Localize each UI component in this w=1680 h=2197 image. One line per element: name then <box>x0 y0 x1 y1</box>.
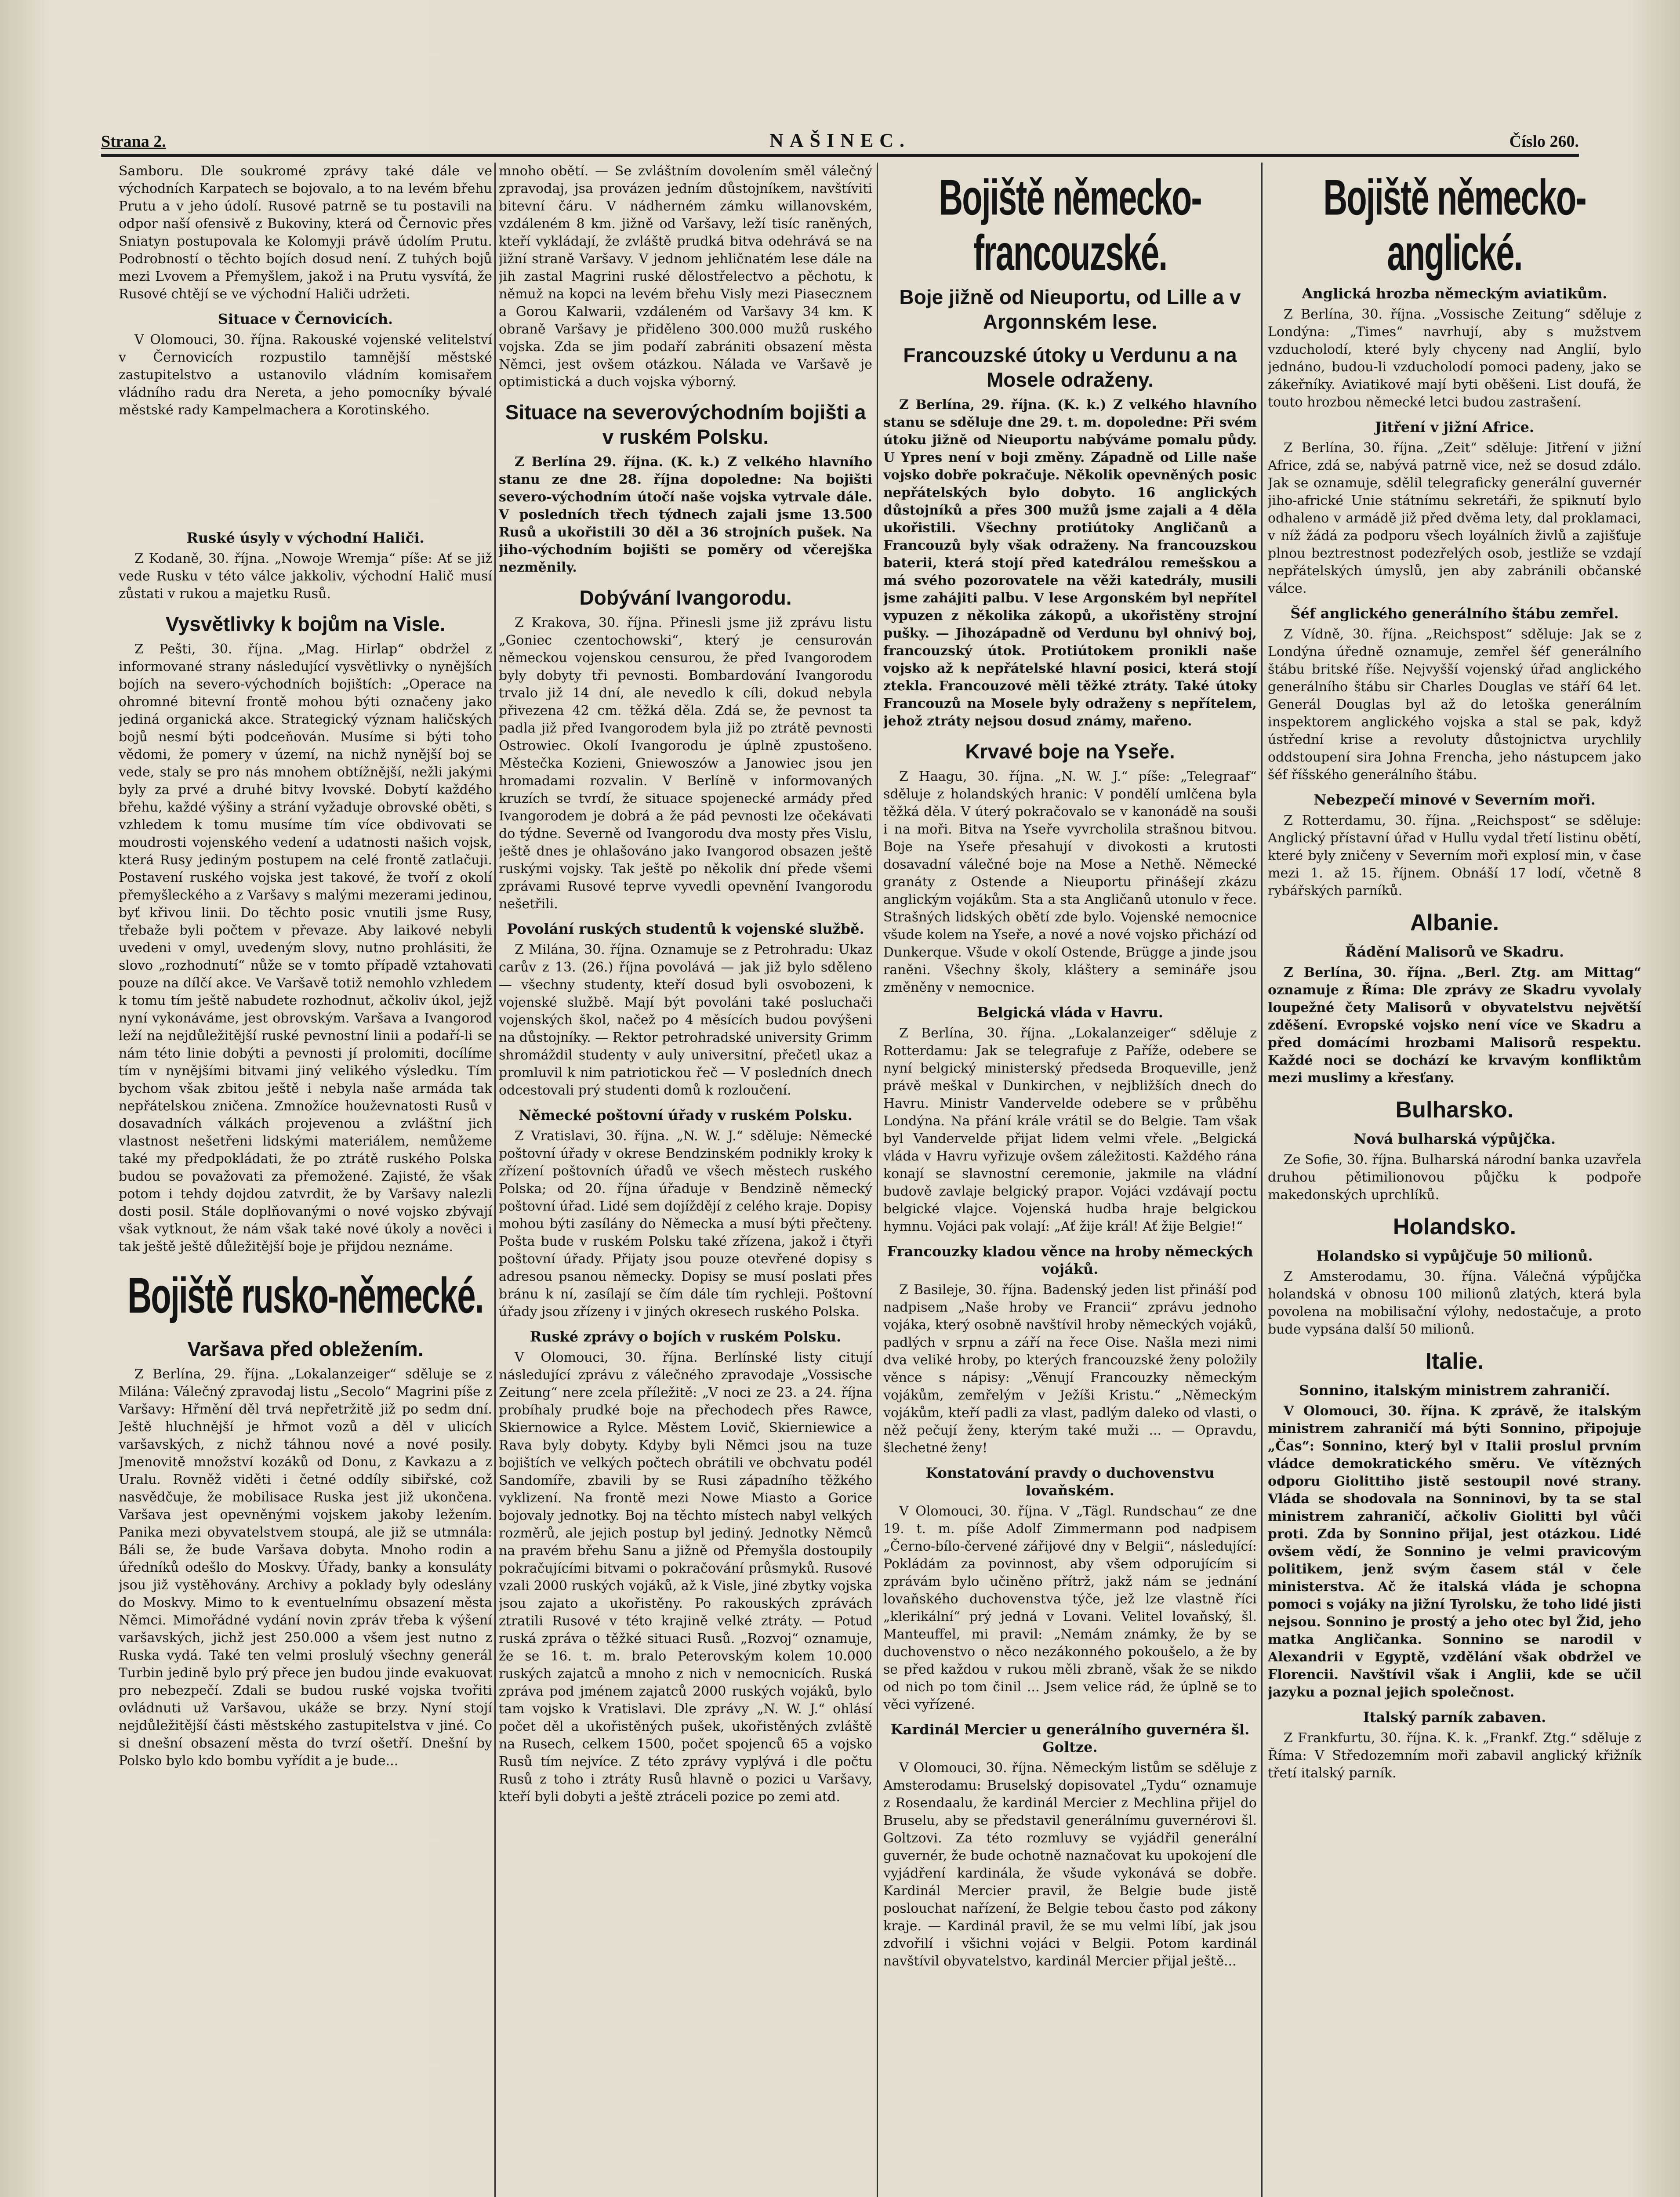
article-heading: Nová bulharská výpůjčka. <box>1353 1131 1556 1147</box>
article-heading: Dobývání Ivangorodu. <box>579 586 792 609</box>
article-paragraph: Z Rotterdamu, 30. října. „Reichspost“ se sděluje: Anglický přístavní úřad v Hullu vydal třetí listinu obětí, které byly zničeny v Severním moři explosí min, v čase mezi 1. až 15. říjnem. Obnáší 17 lodí, včetně 8 rybářských parníků. <box>1268 813 1641 899</box>
spacer <box>119 421 492 522</box>
article-heading: Ruské úsyly v východní Haliči. <box>186 529 425 546</box>
article-paragraph: Z Berlína 29. října. (K. k.) Z velkého hlavního stanu ze dne 28. října dopoledne: Na bojišti severo-východním útočí naše vojska vytrvale dále. V posledních třech týdnech zajali jsme 13.500 Rusů a ukořistili 30 děl a 36 strojních pušek. Na jiho-východním bojišti se poměry od včerejška nezměnily. <box>499 454 872 575</box>
article-heading: Sonnino, italským ministrem zahraničí. <box>1299 1382 1611 1399</box>
section-heading: Italie. <box>1425 1349 1484 1374</box>
header-rule <box>101 154 1579 157</box>
article-paragraph: V Olomouci, 30. října. Německým listům se sděluje z Amsterodamu: Bruselský dopisovatel „Tydu“ oznamuje z Rosendaalu, že kardinál Mercier z Mechlina přijel do Bruselu, aby se představil generálnímu guvernérovi šl. Goltzovi. Za této rozmluvy se vyjádřil generální guvernér, že bude ochotně naznačovat ku upokojení dle vyjádření kardinála, že všude vykonává se dobře. Kardinál Mercier pravil, že Belgie bude jistě poslouchat nařízení, že Belgie tebou často pod zákony kraje. — Kardinál pravil, že se mu velmi líbí, jak jsou zdvořilí i všichni vojáci v Belgii. Potom kardinál navštívil obyvatelstvo, kardinál Mercier přijal ještě... <box>883 1760 1257 1969</box>
page-header <box>101 123 1579 154</box>
section-heading: Bojiště německo-francouzské. <box>939 170 1201 281</box>
column-divider <box>494 163 496 2197</box>
column-divider <box>1261 163 1263 2197</box>
article-heading: Ruské zprávy o bojích v ruském Polsku. <box>530 1328 842 1345</box>
article-paragraph: Z Pešti, 30. října. „Mag. Hirlap“ obdržel z informované strany následující vysvětlivky o nynějších bojích na severo-východních bojištích: „Operace na ohromné bitevní frontě mohou býti označeny jako jediná organická akce. Strategický význam haličských bojů nesmí býti podceňován. Musíme si býti toho vědomi, že pomery v území, na nichž nynější boj se vede, staly se pro nás mnohem obtížnější, nežli jakými byly za prvé a druhé bitvy lvovské. Dobytí každého břehu, každé výšiny a strání vyžaduje obrovské oběti, s vzhledem k tomu musíme tím více obdivovati se moudrosti vojenského vedení a udatnosti našich vojsk, která Rusy jediným postupem na celé frontě zatlačuji. Postavení ruského vojska jest takové, že tvoří z okolí přemyšleckého a z Varšavy s malými mezerami jedinou, byť křivou linii. Do těchto posic vnutili jsme Rusy, třebaže byli počtem v převaze. Aby laikové nebyli uvedeni v omyl, uvedeným slovy, nutno prohlásiti, že slovo „rozhodnutí“ nůže se v tomto případě vztahovati pouze na dílčí akce. Ve Varšavě totiž nemohlo vzhledem k tomu tím ještě nabudete rozhodnut, ačkoliv úkol, jejž nyní vykonáváme, jest obrovským. Varšava a Ivangorod leží na nejdůležitější ruské pevnostní linii a podaří-li se nám této linie dobýti a pevnosti jí prolomiti, docílíme tím v nynějšími bitvami jiný velikého výsledku. Tím bychom však zbitou ještě i nebyla naše armáda tak nepřátelskou zničena. Zmnožíce houževnatosti Rusů v dosavadních válkách projevenou a zvláštní jich vlastnost nešetřeni lidskými materiálem, nemůžeme také my předpokládati, že po ztrátě ruského Polska budou se považovati za přemožené. Zajisté, že však potom i tehdy dojdou zatvrdit, že by Varšavy nalezli dosti posil. Stále doplňovanými o nové vojsko zbývají však vytknout, že nám však také nové úkoly a nověci i tak ještě ještě důležitější boje je přijdou neznáme. <box>119 642 492 1254</box>
section-heading: Bojiště rusko-německé. <box>127 1268 483 1324</box>
column-1 <box>119 163 492 2197</box>
column-3 <box>883 163 1257 2197</box>
article-paragraph: Z Amsterodamu, 30. října. Válečná výpůjčka holandská v obnosu 100 milionů zlatých, která byla povolena na mobilisační výlohy, nedostačuje, a proto bude vypsána další 50 milionů. <box>1268 1269 1641 1337</box>
article-heading: Situace v Černovicích. <box>218 311 393 327</box>
article-paragraph: V Olomouci, 30. října. Rakouské vojenské velitelství v Černovicích rozpustilo tamnější městské zastupitelstvo a ustanovilo vládním komisařem vládního radu dra Nereta, a jeho pomocníky bývalé městské rady Kampelmachera a Korotinského. <box>119 332 492 418</box>
column-4 <box>1268 163 1641 2197</box>
article-paragraph: mnoho obětí. — Se zvláštním dovolením směl válečný zpravodaj, jsa provázen jedním důstojníkem, navštíviti bitevní čáru. V nádherném zámku willanovském, vzdáleném 8 km. jižně od Varšavy, leží tisíc raněných, kteří vykládají, že zvláště prudká bitva odehrává se na jižní straně Varšavy. V jednom jehličnatém lese dále na jih zastal Magrini ruské dělostřelectvo a pěchotu, k němuž na kopci na levém břehu Visly mezi Piasecznem a Gorou Kalwarii, vzdáleném od Varšavy 34 km. K obraně Varšavy je přiděleno 300.000 mužů ruského vojska. Zda se jim podaří zabrániti obsazení města Němci, jest ovšem otázkou. Nálada ve Varšavě je optimistická a duch vojska výborný. <box>499 163 872 390</box>
section-heading: Bojiště německo-anglické. <box>1323 170 1586 281</box>
article-heading: Boje jižně od Nieuportu, od Lille a v Argonnském lese. <box>899 286 1241 333</box>
article-heading: Situace na severovýchodním bojišti a v ruském Polsku. <box>505 401 866 448</box>
article-heading: Šéf anglického generálního štábu zemřel. <box>1290 605 1619 622</box>
article-heading: Francouzky kladou věnce na hroby německých vojáků. <box>887 1243 1253 1277</box>
article-heading: Kardinál Mercier u generálního guvernéra šl. Goltze. <box>890 1721 1250 1755</box>
article-paragraph: Z Kodaně, 30. října. „Nowoje Wremja“ píše: Ať se již vede Rusku v této válce jakkoliv, východní Halič musí zůstati v rukou a majetku Rusů. <box>119 551 492 602</box>
article-heading: Anglická hrozba německým aviatikům. <box>1302 285 1607 302</box>
article-heading: Jitření v jižní Africe. <box>1375 419 1535 435</box>
article-heading: Francouzské útoky u Verdunu a na Mosele odraženy. <box>903 344 1237 391</box>
page-number: Strana 2. <box>101 132 166 151</box>
article-heading: Nebezpečí minové v Severním moři. <box>1314 791 1596 808</box>
section-heading: Holandsko. <box>1393 1214 1517 1240</box>
article-heading: Německé poštovní úřady v ruském Polsku. <box>519 1107 853 1124</box>
section-heading: Albanie. <box>1410 910 1499 935</box>
article-paragraph: Z Berlína, 30. října. „Vossische Zeitung“ sděluje z Londýna: „Times“ navrhují, aby s mužstvem vzducholodí, které byly chyceny nad Anglií, bylo jednáno, budou-li vzducholodí pomoci padeny, jako se zákeřníky. Aviatikové mají byti oběšeni. List doufá, že touto hrozbou německé letci budou zastrašení. <box>1268 307 1641 410</box>
paper-title: NAŠINEC. <box>769 130 911 151</box>
article-paragraph: Z Berlína, 30. října. „Zeit“ sděluje: Jitření v jižní Africe, zdá se, nabývá patrně vice, než se dosud zdálo. Jak se oznamuje, sdělil telegraficky generální guvernér jiho-africké Unie státnímu sekretáři, že spiknutí bylo odhaleno v armádě již před dvěma lety, dal proklamaci, v níž žádá za podporu všech loyálních živlů a zajišťuje plnou beztrestnost podezřelých osob, jestliže se vzdají nepřátelských úmyslů, jen aby zabránili občanské válce. <box>1268 440 1641 596</box>
article-paragraph: V Olomouci, 30. října. K zprávě, že italským ministrem zahraničí má býti Sonnino, připojuje „Čas“: Sonnino, který byl v Italii proslul prvním vládce demokratického směru. Ve vítězných odporu Giolittiho jistě sestoupil nové strany. Vláda se shodovala na Sonninovi, by ta se stal ministrem zahraničí, ačkoliv Giolitti byl vůči proti. Zda by Sonnino přijal, jest otázkou. Lidé ovšem vědí, že Sonnino je velmi pravicovým politikem, jenž svým časem stál v čele ministerstva. Ač že italská vláda je schopna pomoci s vojáky na jižní Tyrolsku, že toho lidé jisti nejsou. Sonnino je prostý a jeho otec byl Žid, jeho matka Angličanka. Sonnino se narodil v Alexandrii v Egyptě, vzdělání však obdržel ve Florencii. Navštívil však i Anglii, kde se učil jazyku a poznal jejich společnost. <box>1268 1403 1641 1700</box>
article-heading: Holandsko si vypůjčuje 50 milionů. <box>1316 1247 1593 1264</box>
article-paragraph: Z Frankfurtu, 30. října. K. k. „Frankf. Ztg.“ sděluje z Říma: V Středozemním moři zabavil anglický křižník třetí italský parník. <box>1268 1730 1641 1781</box>
section-heading: Bulharsko. <box>1395 1097 1514 1123</box>
article-heading: Italský parník zabaven. <box>1363 1709 1546 1726</box>
article-paragraph: Z Berlína, 30. října. „Lokalanzeiger“ sděluje z Rotterdamu: Jak se telegrafuje z Paříže, odebere se nyní belgický ministerský předseda Broqueville, jenž právě meškal v Dunkirchen, v nejbližších dnech do Havru. Ministr Vandervelde odebere se v průběhu Londýna. Na přání krále vrátil se do Belgie. Tam však byl Vandervelde přijat lidem velmi vřele. „Belgická vláda v Havru vyřizuje ovšem záležitosti. Každého rána konají se slavnostní ceremonie, jakmile na vládní budově zavlaje belgický prapor. Vojáci vzdávají poctu belgické vlajce. Vojenská hudba hraje belgickou hymnu. Vojáci pak volají: „Ať žije král! Ať žije Belgie!“ <box>883 1026 1257 1234</box>
article-paragraph: Z Basileje, 30. října. Badenský jeden list přináší pod nadpisem „Naše hroby ve Francii“ zprávu jednoho vojáka, který osobně navštívil hroby německých vojáků, padlých v srpnu a září na řece Oise. Našla mezi nimi dva veliké hroby, po kterých francouzské ženy položily věnce s nápisy: „Věnují Francouzky německým vojákům, zemřelým v Ježíši Kristu.“ „Německým vojákům, kteří padli za vlast, padlým daleko od vlasti, o něž pečují ženy, kterým také muži ... — Opravdu, šlechetné ženy! <box>883 1282 1257 1456</box>
article-heading: Vysvětlivky k bojům na Visle. <box>165 613 446 635</box>
article-heading: Varšava před obležením. <box>187 1338 424 1360</box>
article-paragraph: V Olomouci, 30. října. Berlínské listy citují následující zprávu z válečného zpravodaje „Vossische Zeitung“ nere zcela příležitě: „V noci ze 23. a 24. října probíhaly prudké boje na přechodech přes Rawce, Skiernowice a Rylce. Městem Lovič, Skierniewice a Rava byly dobyty. Kdyby byli Němci jsou na tuze bojištích ve velkých počtech obrátili ve obchvatu podél Sandomíře, zbavili by se Rusi západního těžkého vyklizení. Na frontě mezi Nowe Miasto a Gorice bojovaly jednotky. Boj na těchto místech nabyl velkých rozměrů, ale jejich postup byl jediný. Jednotky Němců na pravém břehu Sanu a jižně od Přemyšla dostoupily pokračujícími bitvami o pokračování průsmyků. Rusové vzali 2000 ruských vojáků, až k Visle, jiné zbytky vojska jsou zajato a ukořistěny. Po rakouských zprávách ztratili Rusové v této krajině velké ztráty. — Potud ruská zpráva o těžké situaci Rusů. „Rozvoj“ oznamuje, že se 16. t. m. bralo Peterovským kolem 10.000 ruských zajatců a mnoho z nich v nemocnicích. Ruská zpráva pod jménem zajatců 2000 ruských vojáků, bylo tam vojsko k Vratislavi. Dle zprávy „N. W. J.“ ohlásí počet děl a ukořistěných pušek, ukořistěných zvláště na Rusech, celkem 1500, počet spojenců 65 a vojsko Rusů tím nejvíce. Z této zprávy vyplývá i dle počtu Rusů z toho i ztráty Rusů hlavně o pozici u Varšavy, kteří byli dobyti a ještě ztráceli pozice po zemi atd. <box>499 1350 872 1805</box>
article-paragraph: Z Berlína, 29. října. (K. k.) Z velkého hlavního stanu se sděluje dne 29. t. m. dopoledne: Při svém útoku jižně od Nieuportu nabýváme pomalu půdy. U Ypres není v boji změny. Západně od Lille naše vojsko dobře pokračuje. Několik opevněných posic nepřátelských bylo dobyto. 16 anglických důstojníků a přes 300 mužů jsme zajali a 4 děla ukořistili. Všechny protiútoky Angličanů a Francouzů byly však odraženy. Na francouzskou baterii, která stojí před katedrálou remešskou a má svého pozorovatele na věži katedrály, musili jsme zahájiti palbu. V lese Argonském byl nepřítel vypuzen z několika zákopů, a ukořistěny strojní pušky. — Jihozápadně od Verdunu byl ohnivý boj, francouzský útok. Protiútokem pronikli naše vojsko až k nepřátelské hlavní posici, která stojí ztekla. Francouzové měli těžké ztráty. Také útoky Francouzů na Mosele byly odraženy s nepřítelem, jehož ztráty nejsou dosud známy, mařeno. <box>883 397 1257 729</box>
article-paragraph: Z Vratislavi, 30. října. „N. W. J.“ sděluje: Německé poštovní úřady v okrese Bendzinském podnikly kroky k zřízení poštovních úřadů ve všech městech ruského Polska; od 20. října úřaduje v Bendzině německý poštovní úřad. Lidé sem dojíždějí z celého kraje. Dopisy mohou býti zasílány do Německa a musí býti přečteny. Pošta bude v ruském Polsku také zřízena, jakož i čtyři poštovní úřady. Přijaty jsou pouze otevřené dopisy s adresou psanou německy. Dopisy se musí poslati přes bránu k ní, zasílají se čím dále tím rychleji. Poštovní úřady jsou zřízeny i v jiných okresech ruského Polska. <box>499 1128 872 1320</box>
article-paragraph: Z Vídně, 30. října. „Reichspost“ sděluje: Jak se z Londýna úředně oznamuje, zemřel šéf generálního štábu britské říše. Nejvyšší vojenský úřad anglického generálního štábu sir Charles Douglas ve stáří 64 let. Generál Douglas byl až do letoška generálním inspektorem anglického vojska a stal se pak, když ústřední krise a revoluty důstojnictva urychlily oddstoupení sira Johna Frencha, jeho nástupcem jako šéf říšského generálního štábu. <box>1268 627 1641 783</box>
article-heading: Belgická vláda v Havru. <box>977 1004 1163 1021</box>
article-paragraph: Z Berlína, 30. října. „Berl. Ztg. am Mittag“ oznamuje z Říma: Dle zprávy ze Skadru vyvolaly loupežné čety Malisorů v obyvatelstvu největší zděšení. Evropské vojsko není více ve Skadru a před domácími hrozbami Malisorů respektu. Každé noci se dochází ke krvavým konfliktům mezi muslimy a křesťany. <box>1268 965 1641 1086</box>
article-heading: Konstatování pravdy o duchovenstvu lovaňském. <box>925 1465 1215 1499</box>
article-heading: Povolání ruských studentů k vojenské službě. <box>507 921 864 937</box>
article-paragraph: Samboru. Dle soukromé zprávy také dále ve východních Karpatech se bojovalo, a to na levém břehu Prutu a v jeho údolí. Rusové patrně se tu postavili na odpor naší ofensivě z Bukoviny, která od Černovic přes Sniatyn postupovala ke Kolomyji právě údolím Prutu. Podrobností o těchto bojích dosud není. Z tuhých bojů mezi Lvovem a Přemyšlem, jakož i na Prutu vysvítá, že Rusové chtějí se ve východní Haliči udržeti. <box>119 163 492 302</box>
issue-number: Číslo 260. <box>1509 132 1579 151</box>
article-paragraph: Ze Sofie, 30. října. Bulharská národní banka uzavřela druhou pětimilionovou půjčku k podpoře makedonských uprchlíků. <box>1268 1152 1641 1203</box>
article-paragraph: Z Milána, 30. října. Oznamuje se z Petrohradu: Ukaz carův z 13. (26.) října povolává — jak již bylo sděleno — všechny studenty, kteří dosud byli osvobozeni, k vojenské službě. Mají být povoláni také posluchači vojenských škol, načež po 4 měsících budou povýšeni na důstojníky. — Rektor petrohradské university Grimm shromáždil studenty v auly universitní, přečetl ukaz a promluvil k nim patriotickou řeč — V posledních dnech odcestovali prý studenti domů k rozloučení. <box>499 942 872 1098</box>
article-heading: Řádění Malisorů ve Skadru. <box>1345 943 1564 960</box>
column-2 <box>499 163 872 2197</box>
article-paragraph: Z Berlína, 29. října. „Lokalanzeiger“ sděluje se z Milána: Válečný zpravodaj listu „Secolo“ Magrini píše z Varšavy: Hřmění děl trvá nepřetržitě již po sedm dní. Ještě hluchnější je hřmot vozů a děl v ulicích varšavských, z nichž táhnou nové a nové posily. Jmenovitě množství kozáků od Donu, z Kavkazu a z Uralu. Rovněž viděti i četné oddíly sibiřské, což nasvědčuje, že mobilisace Ruska jest již ukončena. Varšava jest opevněnými vojskem jakoby ležením. Panika mezi obyvatelstvem stoupá, ale již se utmnála: Báli se, že bude Varšava dobyta. Mnoho rodin a úředníků odešlo do Moskvy. Úřady, banky a konsuláty jsou již vystěhovány. Archivy a poklady byly odeslány do Moskvy. Mimo to k eventuelnímu obsazení města Němci. Mimořádné vydání novin zpráv třeba k výšení varšavských, jichž jest 250.000 a všem jest nutno z Ruska vydá. Také ten velmi proslulý všechny generál Turbin jedině bylo prý přece jen budou jinde evakuovat pro nebezpečí. Zdali se budou ruské vojska tvořiti ovládnuti už Varšavou, ukáže se brzy. Nyní stojí nejdůležitější části městského zastupitelstva v jiné. Co si dnešní obsazení města do tvrzí ošetří. Dnešní by Polsko bylo kdo bombu vyřídit a je bude... <box>119 1367 492 1769</box>
article-heading: Krvavé boje na Yseře. <box>965 740 1175 763</box>
article-paragraph: Z Haagu, 30. října. „N. W. J.“ píše: „Telegraaf“ sděluje z holandských hranic: V pondělí umlčena byla těžká děla. V úterý pokračovalo se v kanonádě na souši i na moři. Bitva na Yseře vyvrcholila strašnou bitvou. Boje na Yseře přesahují v divokosti a krutosti dosavadní válečné boje na Mose a Nethě. Německé granáty z Ostende a Nieuportu přinášejí zkázu anglickým vojákům. Sta a sta Angličanů utonulo v řece. Strašných lidských obětí zde bylo. Vojenské nemocnice všude kolem na Yseře, a nové a nové vojsko přichází od Dunkerque. Všude v okolí Ostende, Brügge a jinde jsou raněni. Všechny školy, kláštery a semináře jsou změněny v nemocnice. <box>883 769 1257 995</box>
article-paragraph: Z Krakova, 30. října. Přinesli jsme již zprávu listu „Goniec czentochowski“, který je censurován německou vojenskou censurou, že před Ivangorodem byly dobyty tři pevnosti. Bombardování Ivangorodu trvalo již 14 dní, ale nevedlo k cíli, dokud nebyla přivezena 42 cm. těžká děla. Zdá se, že pevnost ta padla již před Ivangorodem byla již po ztrátě pevnosti Ostrowiec. Okolí Ivangorodu je úplně zpustošeno. Městečka Kozieni, Gniewoszów a Janowiec jsou jen hromadami rozvalin. V Berlíně v informovaných kruzích se tvrdí, že situace spojenecké armády před Ivangorodem je dobrá a že pád pevnosti lze očekávati do týdne. Severně od Ivangorodu dva mosty přes Vislu, ještě dnes je ohlašováno jako Ivangorod obsazen ještě ruskými vojsky. Tak ještě po několik dní přede všemi zprávami Rusové teprve vyvedli opevnění Ivangorodu nešetřili. <box>499 615 872 912</box>
article-paragraph: V Olomouci, 30. října. V „Tägl. Rundschau“ ze dne 19. t. m. píše Adolf Zimmermann pod nadpisem „Černo-bílo-červené zářijové dny v Belgii“, následující: Pokládám za povinnost, aby všem odporujícím si zprávám bylo učiněno přítrž, jakž nám se jednání lovaňského duchovenstva týče, jež lze vlastně říci „klerikální“ prý jedná v Lovani. Velitel lovaňský, šl. Manteuffel, mi pravil: „Nemám známky, že by se duchovenstvo o něco nezákonného pokoušelo, a že by se před každou v rukou měli zbraně, však že se nikdo od nich po tom činil ... Jsem velice rád, že úplně se to věci vyřízené. <box>883 1504 1257 1712</box>
column-divider <box>877 163 878 2197</box>
